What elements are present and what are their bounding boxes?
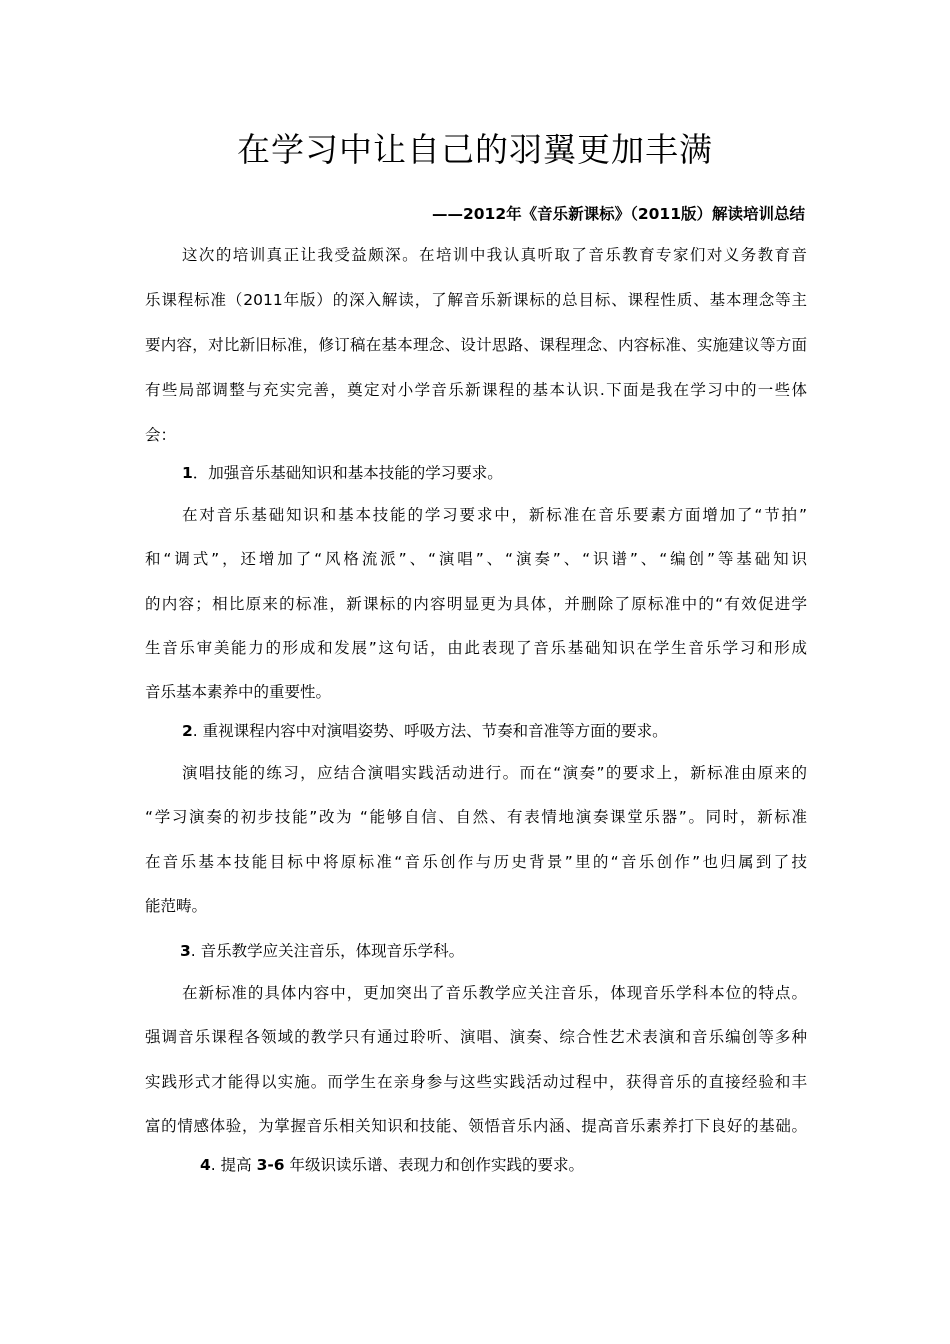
section-1-line-5: 音乐基本素养中的重要性。: [145, 683, 332, 701]
section-4-heading: [200, 1154, 862, 1176]
section-1-line-1: 在对音乐基础知识和基本技能的学习要求中，新标准在音乐要素方面增加了“节拍”: [182, 506, 807, 524]
section-2-heading-text: . 重视课程内容中对演唱姿势、呼吸方法、节奏和音准等方面的要求。: [192, 722, 668, 740]
section-1-line-3: 的内容；相比原来的标准，新课标的内容明显更为具体，并删除了原标准中的“有效促进学: [145, 595, 807, 613]
section-1-line-2: 和“调式”，还增加了“风格流派”、“演唱”、“演奏”、“识谱”、“编创”等基础知识: [145, 550, 807, 568]
section-3-number: 3: [180, 942, 191, 960]
section-1-number: 1: [182, 464, 193, 482]
section-3-line-3: 实践形式才能得以实施。而学生在亲身参与这些实践活动过程中，获得音乐的直接经验和丰: [145, 1073, 807, 1091]
section-2-number: 2: [182, 722, 193, 740]
intro-line-2: 乐课程标准（2011年版）的深入解读，了解音乐新课标的总目标、课程性质、基本理念等主: [145, 291, 807, 309]
section-3-heading: [180, 940, 842, 962]
section-4-heading-post: 年级识读乐谱、表现力和创作实践的要求。: [284, 1156, 585, 1174]
intro-line-3: 要内容，对比新旧标准，修订稿在基本理念、设计思路、课程理念、内容标准、实施建议等方面: [145, 336, 807, 354]
section-4-number: 4: [200, 1156, 211, 1174]
section-1-heading-text: ．加强音乐基础知识和基本技能的学习要求。: [192, 464, 503, 482]
section-4-heading-pre: . 提高: [210, 1156, 257, 1174]
section-2-line-3: 在音乐基本技能目标中将原标准“音乐创作与历史背景”里的“音乐创作”也归属到了技: [145, 853, 807, 871]
section-3-heading-text: . 音乐教学应关注音乐，体现音乐学科。: [190, 942, 465, 960]
section-3-line-1: 在新标准的具体内容中，更加突出了音乐教学应关注音乐，体现音乐学科本位的特点。: [182, 984, 807, 1002]
intro-line-4: 有些局部调整与充实完善，奠定对小学音乐新课程的基本认识.下面是我在学习中的一些体: [145, 381, 807, 399]
document-title: 在学习中让自己的羽翼更加丰满: [237, 130, 713, 169]
intro-line-1: 这次的培训真正让我受益颇深。在培训中我认真听取了音乐教育专家们对义务教育音: [182, 246, 807, 264]
section-1-line-4: 生音乐审美能力的形成和发展”这句话，由此表现了音乐基础知识在学生音乐学习和形成: [145, 639, 807, 657]
section-3-line-2: 强调音乐课程各领域的教学只有通过聆听、演唱、演奏、综合性艺术表演和音乐编创等多种: [145, 1028, 807, 1046]
section-2-line-2: “学习演奏的初步技能”改为 “能够自信、自然、有表情地演奏课堂乐器”。同时，新标准: [145, 808, 807, 826]
section-2-line-1: 演唱技能的练习，应结合演唱实践活动进行。而在“演奏”的要求上，新标准由原来的: [182, 764, 807, 782]
section-4-grade-range: 3-6: [256, 1156, 285, 1174]
section-3-line-4: 富的情感体验，为掌握音乐相关知识和技能、领悟音乐内涵、提高音乐素养打下良好的基础。: [145, 1117, 807, 1135]
intro-line-5: 会：: [145, 426, 177, 444]
section-2-heading: [182, 720, 844, 742]
section-2-line-4: 能范畴。: [145, 897, 208, 915]
section-1-heading: [182, 462, 844, 484]
document-subtitle: ——2012年《音乐新课标》（2011版）解读培训总结: [431, 205, 805, 223]
